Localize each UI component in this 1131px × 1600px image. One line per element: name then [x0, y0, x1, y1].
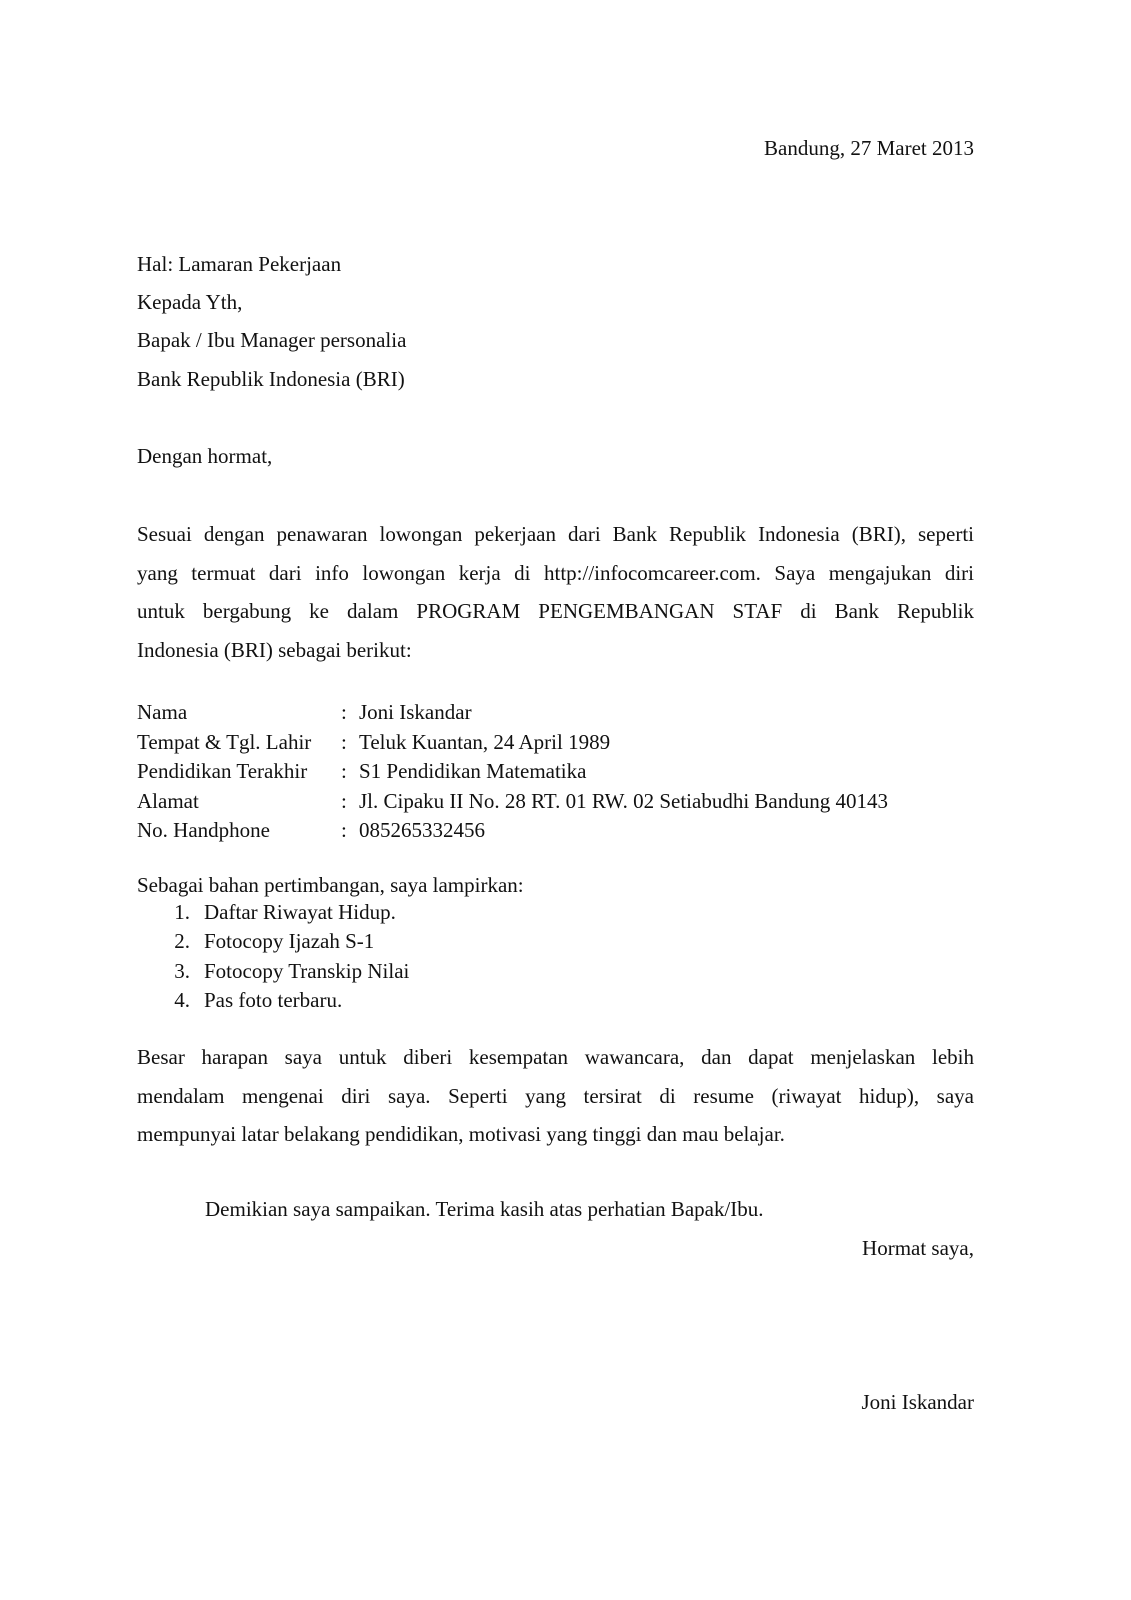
signature-name: Joni Iskandar [861, 1390, 974, 1414]
list-item-text: Fotocopy Transkip Nilai [204, 959, 410, 983]
hope-line: Besar harapan saya untuk diberi kesempatan wawancara, dan dapat menjelaskan lebih [137, 1045, 974, 1069]
info-value: Joni Iskandar [359, 700, 472, 724]
info-colon: : [341, 759, 347, 783]
list-item-text: Daftar Riwayat Hidup. [204, 900, 396, 924]
intro-line: untuk bergabung ke dalam PROGRAM PENGEMBANGAN STAF di Bank Republik [137, 599, 974, 623]
info-colon: : [341, 700, 347, 724]
intro-line: yang termuat dari info lowongan kerja di http://infocomcareer.com. Saya mengajukan diri [137, 560, 974, 585]
salutation: Dengan hormat, [137, 444, 273, 468]
list-item-number: 3. [174, 959, 190, 983]
list-item-number: 1. [174, 900, 190, 924]
info-value: 085265332456 [359, 818, 485, 842]
intro-line: Indonesia (BRI) sebagai berikut: [137, 637, 412, 662]
list-item-number: 2. [174, 929, 190, 953]
info-value: Jl. Cipaku II No. 28 RT. 01 RW. 02 Setiabudhi Bandung 40143 [359, 789, 888, 813]
hope-line: mendalam mengenai diri saya. Seperti yang tersirat di resume (riwayat hidup), saya [137, 1083, 974, 1108]
info-label: Alamat [137, 789, 199, 813]
info-value: Teluk Kuantan, 24 April 1989 [359, 730, 611, 754]
info-label: Pendidikan Terakhir [137, 759, 308, 783]
regards: Hormat saya, [862, 1236, 974, 1260]
closing-sentence: Demikian saya sampaikan. Terima kasih atas perhatian Bapak/Ibu. [205, 1197, 764, 1221]
list-item-number: 4. [174, 988, 190, 1012]
recipient-line-1: Kepada Yth, [137, 290, 243, 314]
info-label: Tempat & Tgl. Lahir [137, 730, 312, 754]
place-date: Bandung, 27 Maret 2013 [764, 136, 974, 160]
hope-paragraph [137, 1038, 974, 1154]
hope-line: mempunyai latar belakang pendidikan, motivasi yang tinggi dan mau belajar. [137, 1122, 785, 1146]
subject-line: Hal: Lamaran Pekerjaan [137, 252, 342, 276]
attachments-intro: Sebagai bahan pertimbangan, saya lampirkan: [137, 873, 524, 897]
info-colon: : [341, 730, 347, 754]
list-item-text: Pas foto terbaru. [204, 988, 343, 1012]
recipient-line-2: Bapak / Ibu Manager personalia [137, 328, 407, 352]
list-item-text: Fotocopy Ijazah S-1 [204, 929, 375, 953]
intro-paragraph [137, 515, 974, 669]
info-label: Nama [137, 700, 188, 724]
recipient-line-3: Bank Republik Indonesia (BRI) [137, 367, 405, 391]
info-value: S1 Pendidikan Matematika [359, 759, 587, 783]
info-colon: : [341, 789, 347, 813]
info-colon: : [341, 818, 347, 842]
info-label: No. Handphone [137, 818, 270, 842]
intro-line: Sesuai dengan penawaran lowongan pekerjaan dari Bank Republik Indonesia (BRI), seperti [137, 522, 974, 546]
